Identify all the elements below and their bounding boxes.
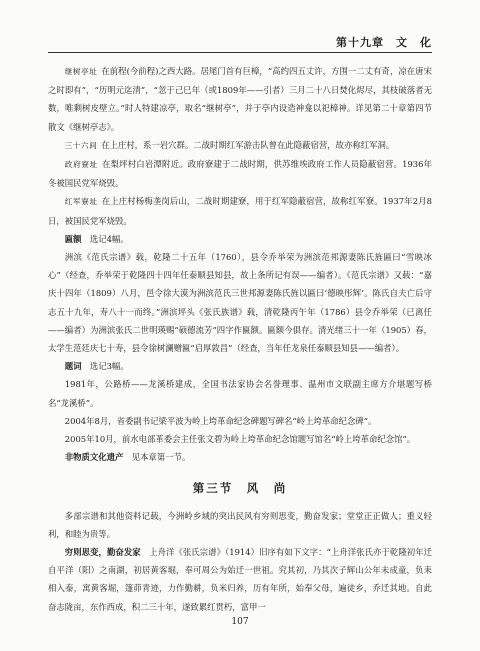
page-body (48, 62, 432, 616)
running-header (48, 34, 432, 53)
plaques-heading (48, 230, 432, 248)
entry-text: 在前程(今前程)之西大路。居尾门首有巨樟，“高约四五丈许，方围一二丈有奇，凉在唐宋之时即有”，“历明元迄清”，“忽于己巳年（或1809年——引者）三月二十八日焚化烬尽，其枝破落者无数，唯剩树皮壁立。”时人特建凉亭，取名“继树亭”，并于亭内设造神龛以祀樟神。详见第二十章第四节散文《继树亭志》。 (48, 66, 432, 132)
inscriptions-heading (48, 357, 432, 375)
paragraph-zhengfuliao (48, 155, 432, 192)
sub-text: 上舟洋《张氏宗谱》（1914）旧序有如下文字：“上舟洋张氏亦于乾隆初年迁自平洋（阳）之南湖，初居黄客堀，奉可周公为始迁一世祖。究其初，乃其次子辉山公年未成童，负耒相入泰，寓黄客堀，篷茆青迹，力作勤耕，负米归养，历有年所，始奉父母，遍徒乡，乔迁其地。自此奋志陇亩，东作西成，积二三十年，遂致累红贯朽，富甲一 (48, 547, 433, 612)
entry-lead: 继树亭址 (64, 67, 98, 76)
section-title: 第三节 风 尚 (192, 481, 288, 496)
entry-text: 在梨坪村白岩潭附近。政府寮建于二战时期，供苏维埃政府工作人员隐蔽宿营。1936年冬被国民党军烧毁。 (48, 159, 433, 189)
inscriptions-label: 题词 (64, 361, 82, 372)
plaques-text: 洲滨《范氏宗谱》载，乾隆二十五年（1760），县令乔举荣为洲滨范邦源妻陈氏旌匾曰“雪映冰心”（经查，乔举荣于乾隆四十四年任泰顺县知县，故上条所记有误——编者）。《范氏宗谱》又载：“嘉庆十四年（1809）八月，邑令徐大漠为洲滨范氏三世邦源妻陈氏旌以匾曰‘德映彤辉’。陈氏自夫亡后守志五十九年，寿八十一而终。”洲滨坪头《张氏族谱》载，清乾隆丙午年（1786）县令乔举荣（已离任——编者）为洲滨张氏二世明瑛赐“硕德流芳”四字作匾额。匾额今俱存。清光绪三十一年（1905）春，太学生范廷庆七十寿，县令徐树澜赠匾“启厚敦昌”（经查，当年任龙泉任泰顺县知县——编者）。 (48, 252, 432, 354)
entry-lead: 三十六间 (64, 140, 98, 150)
paragraph-36jian (48, 136, 432, 155)
plaques-intro: 选记4幅。 (89, 233, 129, 244)
section-intro: 多部宗谱和其他资料记载，今洲岭乡域的突出民风有穷则思变，勤奋发家；堂堂正正做人；重义轻利，和睦为贵等。 (48, 510, 432, 539)
inscription-item: 1981年，公路桥——龙溪桥建成，全国书法家协会名誉理事、温州市文联副主席方介堪题写桥名“龙溪桥”。 (48, 379, 432, 408)
page-number: 107 (231, 617, 249, 627)
sub-label: 穷则思变，勤奋发家 (64, 547, 141, 558)
section-subparagraph (48, 543, 432, 616)
inscriptions-intro: 选记3幅。 (89, 361, 129, 372)
paragraph-hongjunliao (48, 192, 432, 229)
intangible-label: 非物质文化遗产 (64, 452, 124, 463)
intangible-text: 见本章第一节。 (131, 452, 191, 463)
entry-text: 在上庄村杨梅垄岗后山，二战时期建寮，用于红军隐蔽宿营，故称红军寮。1937年2月8日，被国民党军烧毁。 (48, 196, 433, 226)
entry-lead: 红军寮址 (64, 197, 98, 207)
inscription-item: 2004年8月，省委副书记梁平波为岭上垮革命纪念碑题写碑名“岭上垮革命纪念碑”。 (64, 415, 377, 426)
paragraph-jishuting (48, 62, 432, 136)
entry-text: 在上庄村，系一岩穴群。二战时期红军游击队曾在此隐蔽宿营，故亦称红军洞。 (101, 139, 395, 150)
chapter-title: 第十九章 文 化 (336, 36, 432, 49)
inscription-item: 2005年10月，前水电部革委会主任张文碧为岭上垮革命纪念馆题写馆名“岭上垮革命纪念馆”。 (64, 434, 416, 445)
intangible-heritage (48, 448, 432, 466)
plaques-label: 匾额 (64, 233, 82, 244)
entry-lead: 政府寮址 (64, 160, 98, 170)
